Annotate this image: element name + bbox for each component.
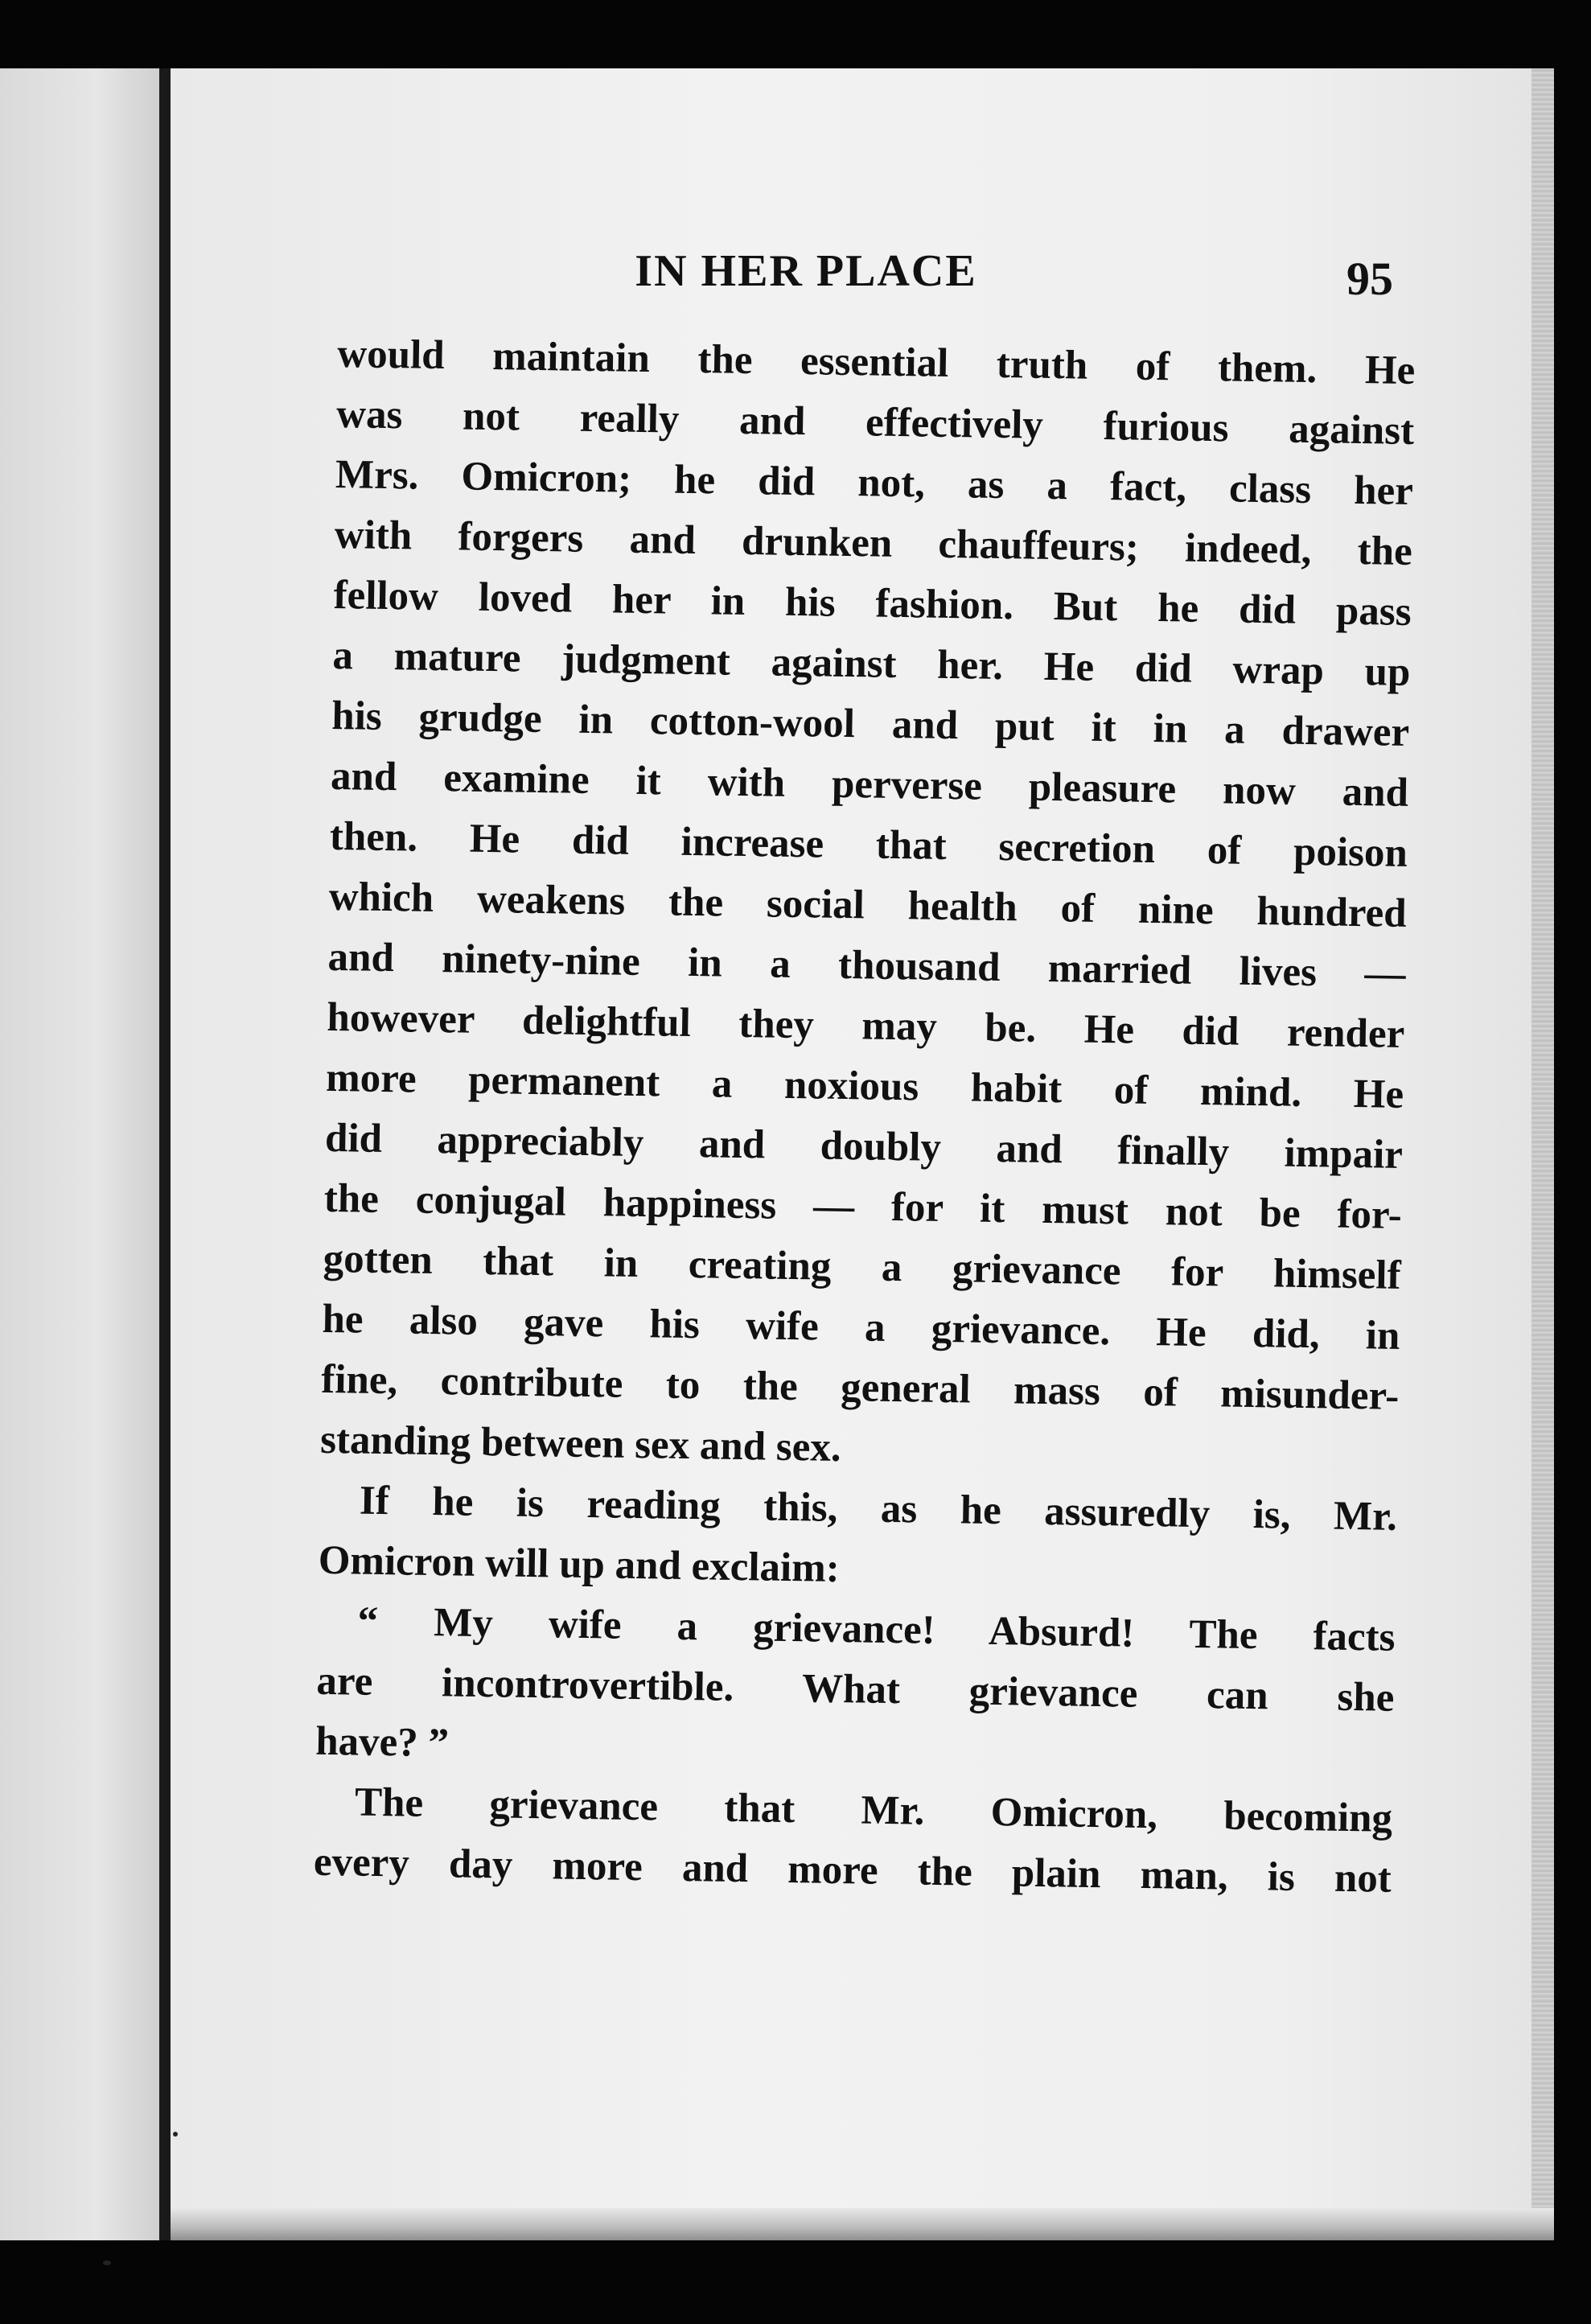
text-line: “ My wife a grievance! Absurd! The facts <box>357 1598 1396 1660</box>
text-line: did appreciably and doubly and finally impair <box>324 1115 1404 1178</box>
text-line: are incontrovertible. What grievance can she <box>316 1658 1395 1721</box>
dust-speck <box>173 2132 178 2137</box>
text-line: every day more and more the plain man, is not <box>313 1839 1392 1902</box>
text-line: more permanent a noxious habit of mind. He <box>325 1055 1404 1117</box>
text-line: however delightful they may be. He did render <box>327 994 1405 1057</box>
paragraph <box>315 1591 1396 1789</box>
text-line: then. He did increase that secretion of poison <box>329 813 1408 876</box>
text-line: and examine it with perverse pleasure now and <box>330 753 1409 816</box>
text-line: a mature judgment against her. He did wrap up <box>332 632 1411 695</box>
text-line: gotten that in creating a grievance for himself <box>323 1236 1402 1298</box>
text-line: would maintain the essential truth of them. He <box>336 331 1416 394</box>
text-line: he also gave his wife a grievance. He did, in <box>322 1296 1400 1359</box>
page-number: 95 <box>1346 253 1393 305</box>
page-edge-bottom <box>171 2208 1554 2240</box>
text-line: and ninety-nine in a thousand married lives — <box>327 934 1406 997</box>
book-gutter <box>159 68 171 2240</box>
text-line: fellow loved her in his fashion. But he did pass <box>333 572 1412 636</box>
text-line: his grudge in cotton-wool and put it in a drawer <box>331 693 1410 755</box>
text-line: was not really and effectively furious against <box>335 391 1415 455</box>
paragraph <box>318 1470 1397 1608</box>
book-page <box>171 68 1554 2240</box>
text-line: have? ” <box>314 1718 450 1767</box>
text-line: the conjugal happiness — for it must not be for- <box>323 1175 1403 1238</box>
text-line: The grievance that Mr. Omicron, becoming <box>354 1779 1393 1841</box>
text-line: Omicron will up and exclaim: <box>318 1537 841 1591</box>
text-line: Mrs. Omicron; he did not, as a fact, class her <box>335 451 1414 515</box>
running-head <box>339 245 1441 310</box>
text-line: If he is reading this, as he assuredly is, Mr. <box>359 1478 1398 1540</box>
dust-speck <box>103 2260 111 2265</box>
paragraph <box>320 324 1416 1487</box>
text-line: fine, contribute to the general mass of misunder- <box>320 1356 1400 1419</box>
page-edge-right <box>1531 68 1554 2240</box>
text-line: standing between sex and sex. <box>319 1417 842 1470</box>
running-title: IN HER PLACE <box>635 246 977 296</box>
body-text <box>313 324 1415 1910</box>
paragraph <box>313 1772 1392 1910</box>
text-line: with forgers and drunken chauffeurs; indeed, the <box>334 512 1413 575</box>
text-line: which weakens the social health of nine hundred <box>328 874 1408 936</box>
facing-page-edge <box>0 68 161 2240</box>
